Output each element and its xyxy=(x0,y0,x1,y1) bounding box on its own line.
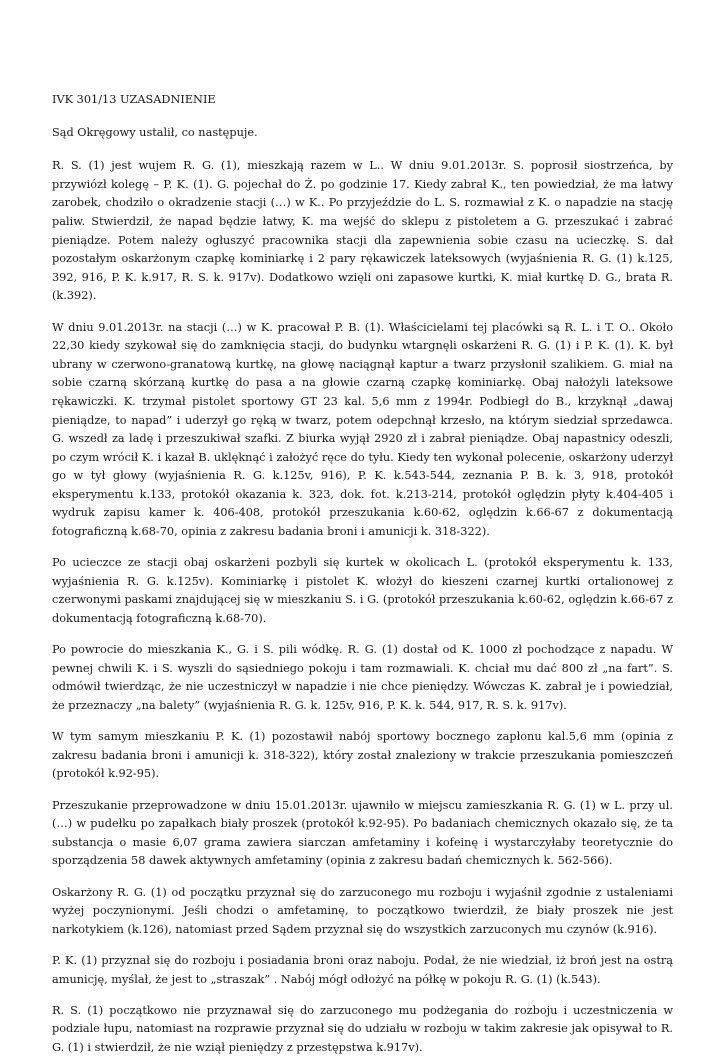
paragraph-3: Po ucieczce ze stacji obaj oskarżeni pozbyli się kurtek w okolicach L. (protokół eksperymentu k. 133, wyjaśnienia R. G. k.125v). Kominiarkę i pistolet K. włożył do kieszeni czarnej kurtki ortalionowej z czerwonymi paskami znajdującej się w mieszkaniu S. i G. (protokół przeszukania k.60-62, oględzin k.66-67 z dokumentacją fotograficzną k.68-70). xyxy=(52,556,673,626)
paragraph-1: R. S. (1) jest wujem R. G. (1), mieszkają razem w L.. W dniu 9.01.2013r. S. poprosił siostrzeńca, by przywiózł kolegę – P. K. (1). G. pojechał do Ż. po godzinie 17. Kiedy zabrał K., ten powiedział, że ma łatwy zarobek, chodziło o okradzenie stacji (…) w K.. Po przyjeździe do L. S. rozmawiał z K. o napadzie na stację paliw. Stwierdził, że napad będzie łatwy, K. ma wejść do sklepu z pistoletem a G. przeszukać i zabrać pieniądze. Potem należy ogłuszyć pracownika stacji dla zapewnienia sobie czasu na ucieczkę. S. dał pozostałym oskarżonym czapkę kominiarkę i 2 pary rękawiczek lateksowych (wyjaśnienia R. G. (1) k.125, 392, 916, P. K. k.917, R. S. k. 917v). Dodatkowo wzięli oni zapasowe kurtki, K. miał kurtkę D. G., brata R. (k.392). xyxy=(52,159,673,303)
paragraph-7: Oskarżony R. G. (1) od początku przyznał się do zarzuconego mu rozboju i wyjaśnił zgodnie z ustaleniami wyżej poczynionymi. Jeśli chodzi o amfetaminę, to początkowo twierdził, że biały proszek nie jest narkotykiem (k.126), natomiast przed Sądem przyznał się do wszystkich zarzuconych mu czynów (k.916). xyxy=(52,885,673,936)
paragraph-8: P. K. (1) przyznał się do rozboju i posiadania broni oraz naboju. Podał, że nie wiedział, iż broń jest na ostrą amunicję, myślał, że jest to „straszak” . Nabój mógł odłożyć na półkę w pokoju R. G. (1) (k.543). xyxy=(52,953,673,986)
paragraph-4: Po powrocie do mieszkania K., G. i S. pili wódkę. R. G. (1) dostał od K. 1000 zł pochodzące z napadu. W pewnej chwili K. i S. wyszli do sąsiedniego pokoju i tam rozmawiali. K. chciał mu dać 800 zł „na fart”. S. odmówił twierdząc, że nie uczestniczył w napadzie i nie chce pieniędzy. Wówczas K. zabrał je i powiedział, że przeznaczy „na balety” (wyjaśnienia R. G. k. 125v, 916, P. K. k. 544, 917, R. S. k. 917v). xyxy=(52,643,673,712)
intro-paragraph: Sąd Okręgowy ustalił, co następuje. xyxy=(52,125,258,139)
paragraph-5: W tym samym mieszkaniu P. K. (1) pozostawił nabój sportowy bocznego zapłonu kal.5,6 mm (opinia z zakresu badania broni i amunicji k. 318-322), który został znaleziony w trakcie przeszukania pomieszczeń (protokół k.92-95). xyxy=(52,730,673,781)
paragraph-9: R. S. (1) początkowo nie przyznawał się do zarzuconego mu podżegania do rozboju i uczestniczenia w podziale łupu, natomiast na rozprawie przyznał się do udziału w rozboju w takim zakresie jak opisywał to R. G. (1) i stwierdził, że nie wziął pieniędzy z przestępstwa k.917v). xyxy=(52,1003,673,1054)
paragraph-6: Przeszukanie przeprowadzone w dniu 15.01.2013r. ujawniło w miejscu zamieszkania R. G. (1) w L. przy ul. (…) w pudełku po zapałkach biały proszek (protokół k.92-95). Po badaniach chemicznych okazało się, że ta substancja o masie 6,07 grama zawiera siarczan amfetaminy i kofeinę i wystarczyłaby teoretycznie do sporządzenia 58 dawek aktywnych amfetaminy (opinia z zakresu badań chemicznych k. 562-566). xyxy=(52,798,673,868)
document-header: IVK 301/13 UZASADNIENIE xyxy=(52,93,216,106)
paragraph-2: W dniu 9.01.2013r. na stacji (…) w K. pracował P. B. (1). Właścicielami tej placówki są R. L. i T. O.. Około 22,30 kiedy szykował się do zamknięcia stacji, do budynku wtargnęli oskarżeni R. G. (1) i P. K. (1). K. był ubrany w czerwono-granatową kurtkę, na głowę naciągnął kaptur a twarz przysłonił szalikiem. G. miał na sobie czarną skórzaną kurtkę do pasa a na głowie czarną czapkę kominiarkę. Obaj nałożyli lateksowe rękawiczki. K. trzymał pistolet sportowy GT 23 kal. 5,6 mm z 1994r. Podbiegł do B., krzyknął „dawaj pieniądze, to napad” i uderzył go ręką w twarz, potem odepchnął krzesło, na którym siedział sprzedawca. G. wszedł za ladę i przeszukiwał szafki. Z biurka wyjął 2920 zł i zabrał pieniądze. Obaj napastnicy odeszli, po czym wrócił K. i kazał B. uklęknąć i założyć ręce do tyłu. Kiedy ten wykonał polecenie, oskarżony uderzył go w tył głowy (wyjaśnienia R. G. k.125v, 916), P. K. k.543-544, zeznania P. B. k. 3, 918, protokół eksperymentu k.133, protokół okazania k. 323, dok. fot. k.213-214, protokół oględzin płyty k.404-405 i wydruk zapisu kamer k. 406-408, protokół przeszukania k.60-62, oględzin k.66-67 z dokumentacją fotograficzną k.68-70, opinia z zakresu badania broni i amunicji k. 318-322). xyxy=(52,320,673,539)
